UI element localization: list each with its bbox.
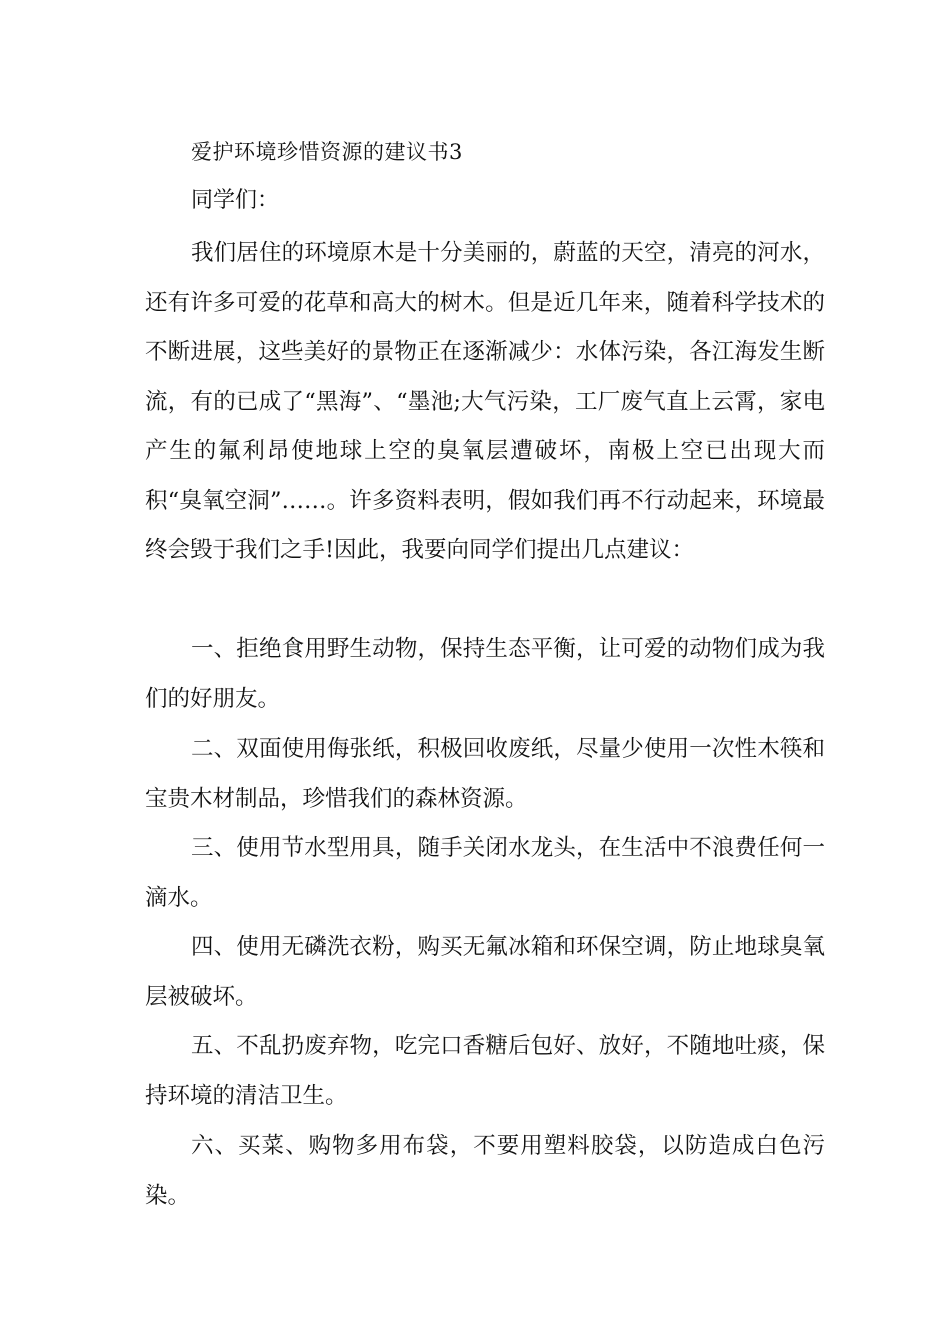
suggestion-paragraph-2: 二、双面使用侮张纸，积极回收废纸，尽量少使用一次性木筷和宝贵木材制品，珍惜我们的森林资源。	[145, 736, 825, 812]
suggestion-paragraph-3: 三、使用节水型用具，随手关闭水龙头，在生活中不浪费任何一滴水。	[145, 835, 825, 911]
suggestion-paragraph-1: 一、拒绝食用野生动物，保持生态平衡，让可爱的动物们成为我们的好朋友。	[145, 636, 825, 712]
suggestion-paragraph-6: 六、买菜、购物多用布袋，不要用塑料胶袋，以防造成白色污染。	[145, 1133, 825, 1209]
salutation: 同学们：	[191, 188, 280, 213]
suggestion-paragraph-5: 五、不乱扔废弃物，吃完口香糖后包好、放好，不随地吐痰，保持环境的清洁卫生。	[145, 1033, 825, 1109]
document-title: 爱护环境珍惜资源的建议书3	[191, 140, 463, 164]
suggestion-paragraph-4: 四、使用无磷洗衣粉，购买无氟冰箱和环保空调，防止地球臭氧层被破坏。	[145, 934, 825, 1010]
intro-paragraph: 我们居住的环境原木是十分美丽的，蔚蓝的天空，清亮的河水，还有许多可爱的花草和高大的树木。但是近几年来，随着科学技术的不断进展，这些美好的景物正在逐渐减少：水体污染，各江海发生断流，有的已成了“黑海”、“墨池;大气污染，工厂废气直上云霄，家电产生的氟利昂使地球上空的臭氧层遭破坏，南极上空已出现大而积“臭氧空洞”……。许多资料表明，假如我们再不行动起来，环境最终会毁于我们之手!因此，我要向同学们提出几点建议：	[145, 240, 825, 563]
